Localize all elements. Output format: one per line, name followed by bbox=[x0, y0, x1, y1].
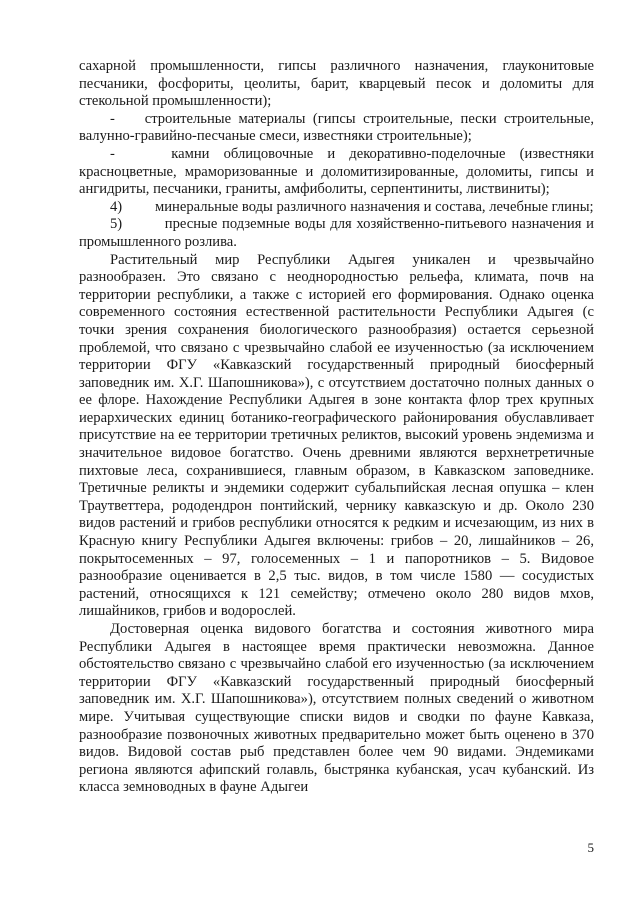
paragraph-fauna: Достоверная оценка видового богатства и состояния животного мира Республики Адыгея в настоящее время практически невозможна. Данное обстоятельство связано с чрезвычайно слабой его изученностью (за исключением территории ФГУ «Кавказский государственный природный биосферный заповедник им. Х.Г. Шапошникова»), отсутствием полных сведений о животном мире. Учитывая существующие списки видов и сводки по фауне Кавказа, разнообразие позвоночных животных предварительно может быть оценено в 370 видов. Видовой состав рыб представлен более чем 90 видами. Эндемиками региона являются афипский голавль, быстрянка кубанская, усач кубанский. Из класса земноводных в фауне Адыгеи bbox=[79, 621, 594, 796]
paragraph-industrial-minerals: сахарной промышленности, гипсы различного назначения, глауконитовые песчаники, фосфориты, цеолиты, барит, кварцевый песок и доломиты для стекольной промышленности); bbox=[79, 58, 594, 110]
paragraph-flora: Растительный мир Республики Адыгея уникален и чрезвычайно разнообразен. Это связано с неоднородностью рельефа, климата, почв на территории республики, а также с историей его формирования. Однако оценка современного состояния естественной растительности Республики Адыгея (с точки зрения сохранения биологического разнообразия) остается серьезной проблемой, что связано с чрезвычайно слабой ее изученностью (за исключением территории ФГУ «Кавказский государственный природный биосферный заповедник им. Х.Г. Шапошникова»), с отсутствием достаточно полных данных о ее флоре. Нахождение Республики Адыгея в зоне контакта флор трех крупных иерархических единиц ботанико-географического районирования обуславливает присутствие на ее территории третичных реликтов, высокий уровень эндемизма и значительное видовое богатство. Очень древними являются верхнетретичные пихтовые леса, сохранившиеся, главным образом, в Кавказском заповеднике. Третичные реликты и эндемики содержит субальпийская лесная опушка – клен Траутветтера, рододендрон понтийский, чернику кавказскую и др. Около 230 видов растений и грибов республики относятся к редким и исчезающим, из них в Красную книгу Республики Адыгея включены: грибов – 20, лишайников – 26, покрытосеменных – 97, голосеменных – 1 и папоротников – 5. Видовое разнообразие оценивается в 2,5 тыс. видов, в том числе 1580 — сосудистых растений, относящихся к 121 семейству; отмечено около 280 видов мхов, лишайников, грибов и водорослей. bbox=[79, 251, 594, 620]
list-item-facing-stones: - камни облицовочные и декоративно-поделочные (известняки красноцветные, мраморизованные и доломитизированные, доломиты, гипсы и ангидриты, песчаники, граниты, амфиболиты, серпентиниты, листвиниты); bbox=[79, 145, 594, 198]
document-body bbox=[79, 58, 594, 797]
list-item-fresh-water: 5) пресные подземные воды для хозяйственно-питьевого назначения и промышленного розлива. bbox=[79, 216, 594, 250]
list-item-building-materials: - строительные материалы (гипсы строительные, пески строительные, валунно-гравийно-песчаные смеси, известняки строительные); bbox=[79, 110, 594, 145]
list-item-mineral-waters: 4) минеральные воды различного назначения и состава, лечебные глины; bbox=[110, 198, 594, 215]
page-number: 5 bbox=[587, 840, 594, 855]
